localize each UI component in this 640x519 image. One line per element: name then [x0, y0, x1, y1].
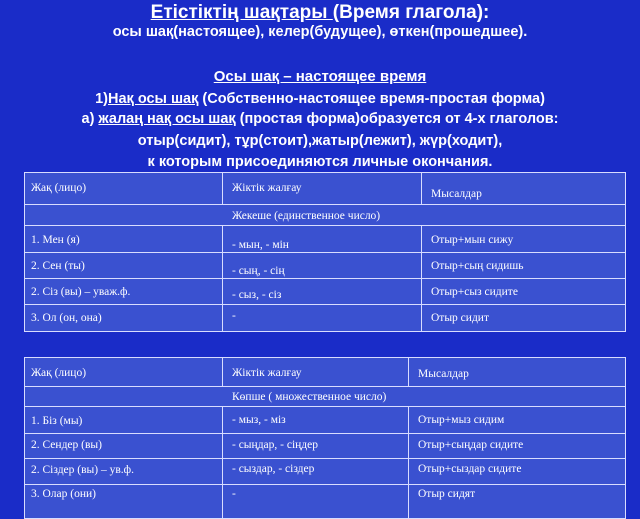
page-title [0, 2, 640, 24]
ending-cell: - сыңдар, - сіңдер [232, 439, 319, 451]
ending-cell: - сыз, - сіз [232, 289, 282, 301]
table-divider [25, 433, 625, 434]
ending-cell: - сың, - сің [232, 265, 285, 277]
point-1 [0, 91, 640, 107]
ending-cell: - сыздар, - сіздер [232, 463, 315, 475]
section-heading [0, 68, 640, 85]
person-cell: 3. Олар (они) [31, 488, 96, 500]
table-divider [408, 406, 409, 518]
header-ending: Жіктік жалғау [232, 182, 302, 194]
plural-table [24, 357, 626, 519]
header-person: Жақ (лицо) [31, 182, 87, 194]
table-divider [25, 252, 625, 253]
point-a [0, 111, 640, 127]
table-divider [25, 406, 625, 407]
table-divider [421, 173, 422, 204]
point-1-desc: (Собственно-настоящее время-простая форма) [198, 91, 545, 107]
section-heading-text: Осы шақ – настоящее время [213, 68, 427, 85]
point-1-term: Нақ осы шақ [108, 91, 199, 107]
table-divider [222, 406, 223, 518]
table-divider [408, 358, 409, 386]
person-cell: 2. Сендер (вы) [31, 439, 102, 451]
example-cell: Отыр+сыз сидите [431, 286, 518, 298]
singular-table [24, 172, 626, 332]
ending-cell: - [232, 310, 236, 322]
table-divider [25, 484, 625, 485]
person-cell: 2. Сен (ты) [31, 260, 85, 272]
table-divider [25, 386, 625, 387]
ending-cell: - мын, - мін [232, 239, 289, 251]
point-a-desc: (простая форма)образуется от 4-х глаголов: [235, 111, 559, 127]
point-a-label: а) [81, 111, 99, 127]
table-divider [25, 225, 625, 226]
example-cell: Отыр+сың сидишь [431, 260, 524, 272]
header-examples: Мысалдар [418, 368, 469, 380]
point-a-term: жалаң нақ осы шақ [98, 111, 236, 127]
table-divider [25, 204, 625, 205]
table-divider [25, 278, 625, 279]
example-cell: Отыр сидит [431, 312, 489, 324]
subtitle: осы шақ(настоящее), келер(будущее), өткен(прошедшее). [112, 24, 528, 40]
table-divider [222, 358, 223, 386]
example-cell: Отыр+мын сижу [431, 234, 514, 246]
header-examples: Мысалдар [431, 188, 482, 200]
title-rest: (Время глагола): [332, 2, 490, 23]
header-person: Жақ (лицо) [31, 367, 87, 379]
subheader-singular: Жекеше (единственное число) [232, 210, 381, 222]
example-cell: Отыр+мыз сидим [418, 414, 505, 426]
table-divider [25, 458, 625, 459]
verbs-line: отыр(сидит), тұр(стоит),жатыр(лежит), жүр(ходит), [137, 133, 503, 149]
subheader-plural: Көпше ( множественное число) [232, 391, 387, 403]
person-cell: 2. Сіз (вы) – уваж.ф. [31, 286, 131, 298]
person-cell: 1. Мен (я) [31, 234, 80, 246]
table-divider [222, 173, 223, 204]
example-cell: Отыр+сыздар сидите [418, 463, 522, 475]
example-cell: Отыр+сыңдар сидите [418, 439, 524, 451]
person-cell: 2. Сіздер (вы) – ув.ф. [31, 464, 134, 476]
endings-line: к которым присоединяются личные окончания. [147, 154, 493, 170]
ending-cell: - мыз, - міз [232, 414, 286, 426]
example-cell: Отыр сидят [418, 488, 476, 500]
person-cell: 3. Ол (он, она) [31, 312, 102, 324]
point-1-num: 1) [95, 91, 108, 107]
person-cell: 1. Біз (мы) [31, 415, 83, 427]
title-main: Етістіктің шақтары [150, 2, 333, 23]
header-ending: Жіктік жалғау [232, 367, 302, 379]
table-divider [25, 304, 625, 305]
ending-cell: - [232, 488, 236, 500]
